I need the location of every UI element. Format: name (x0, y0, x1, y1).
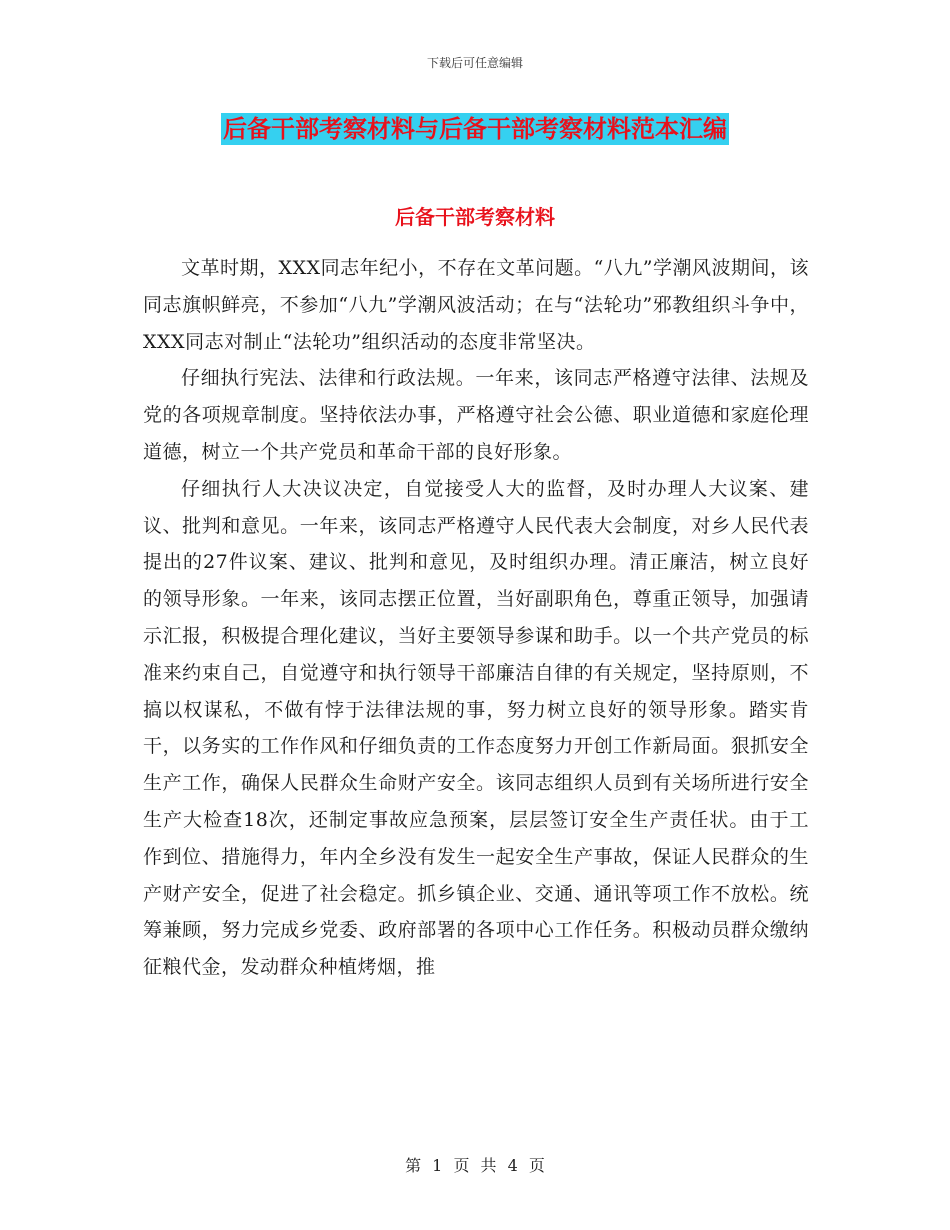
header-note: 下载后可任意编辑 (426, 56, 523, 70)
paragraph: 仔细执行人大决议决定，自觉接受人大的监督，及时办理人大议案、建议、批判和意见。一年来，该同志严格遵守人民代表大会制度，对乡人民代表提出的27件议案、建议、批判和意见，及时组织办理。清正廉洁，树立良好的领导形象。一年来，该同志摆正位置，当好副职角色，尊重正领导，加强请示汇报，积极提合理化建议，当好主要领导参谋和助手。以一个共产党员的标准来约束自己，自觉遵守和执行领导干部廉洁自律的有关规定，坚持原则，不搞以权谋私，不做有悖于法律法规的事，努力树立良好的领导形象。踏实肯干，以务实的工作作风和仔细负责的工作态度努力开创工作新局面。狠抓安全生产工作，确保人民群众生命财产安全。该同志组织人员到有关场所进行安全生产大检查18次，还制定事故应急预案，层层签订安全生产责任状。由于工作到位、措施得力，年内全乡没有发生一起安全生产事故，保证人民群众的生产财产安全，促进了社会稳定。抓乡镇企业、交通、通讯等项工作不放松。统筹兼顾，努力完成乡党委、政府部署的各项中心工作任务。积极动员群众缴纳征粮代金，发动群众种植烤烟，推 (143, 477, 809, 979)
section-title: 后备干部考察材料 (395, 205, 555, 229)
paragraph: 仔细执行宪法、法律和行政法规。一年来，该同志严格遵守法律、法规及党的各项规章制度。坚持依法办事，严格遵守社会公德、职业道德和家庭伦理道德，树立一个共产党员和革命干部的良好形象。 (143, 367, 809, 463)
page-number-footer: 第 1 页 共 4 页 (405, 1156, 545, 1175)
paragraph: 文革时期，XXX同志年纪小，不存在文革问题。“八九”学潮风波期间，该同志旗帜鲜亮，不参加“八九”学潮风波活动；在与“法轮功”邪教组织斗争中，XXX同志对制止“法轮功”组织活动的态度非常坚决。 (143, 257, 810, 353)
main-title-container (0, 113, 950, 145)
document-body (143, 250, 809, 986)
main-title: 后备干部考察材料与后备干部考察材料范本汇编 (223, 115, 727, 143)
